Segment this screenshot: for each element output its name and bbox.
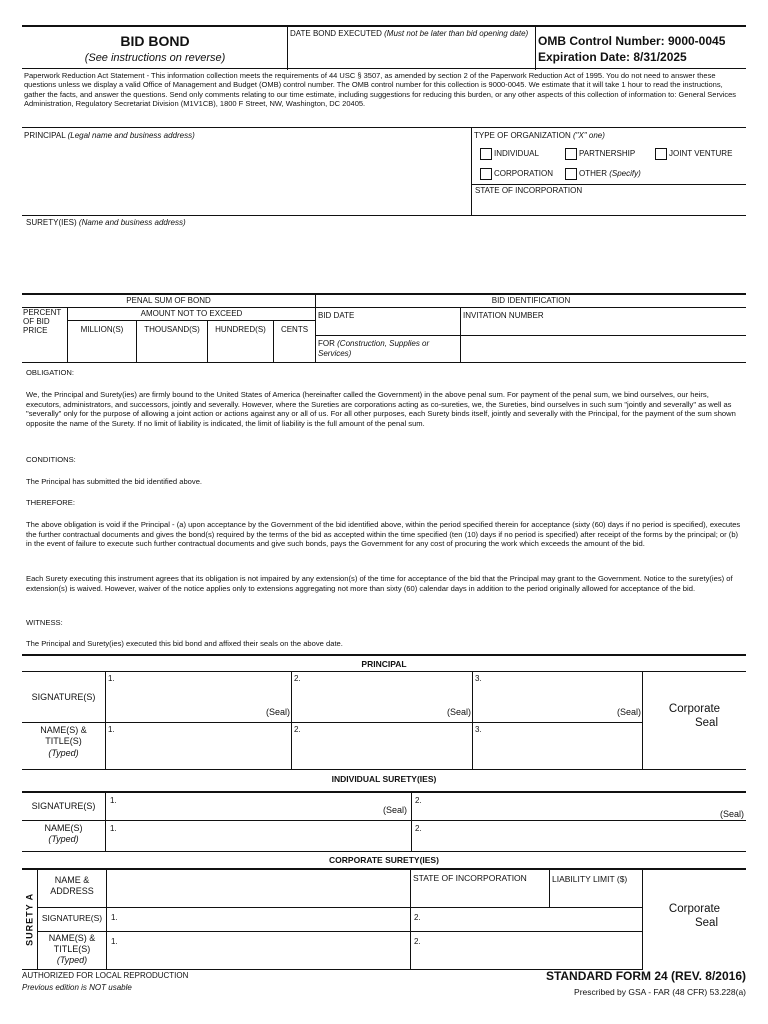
obligation-text: We, the Principal and Surety(ies) are firmly bound to the United States of America (hereinafter called the Government) in the above penal sum. For payment of the penal sum, we bind ourselves, our heirs, executors, administrators, and successors, jointly and severally. However, where the Sureties are corporations acting as co-sureties, we, the Sureties, bind ourselves in such sum "jointly and severally" as well as "severally" only for the purpose of allowing a joint action or actions against any or all of us. For all other purposes, each Surety binds itself, jointly and severally with the Principal, for the payment of the sum shown opposite the name of the Surety. If no limit of liability is indicated, the limit of liability is the full amount of the penal sum.: [26, 390, 736, 428]
penal-sum-title: PENAL SUM OF BOND: [22, 295, 316, 308]
state-of-incorporation-field[interactable]: [472, 184, 746, 216]
witness-text: The Principal and Surety(ies) executed this bid bond and affixed their seals on the above date.: [26, 639, 343, 648]
title-block: [22, 27, 288, 70]
principal-name-2[interactable]: 2.: [292, 723, 473, 770]
omb-block: [538, 34, 746, 65]
corp-state-of-incorporation-field[interactable]: STATE OF INCORPORATION: [411, 870, 550, 908]
individual-surety-block: [22, 770, 746, 851]
each-surety-text: Each Surety executing this instrument agrees that its obligation is not impaired by any extension(s) of the time for acceptance of the bid that the Principal may grant to the Government. Notice to the surety(ies) of extension(s) is waived. However, waiver of the notice applies only to extensions aggregating not more than sixty (60) calendar days in addition to the period originally allowed for acceptance of the bid.: [26, 574, 733, 593]
paperwork-statement: Paperwork Reduction Act Statement - This information collection meets the requirements of 44 USC § 3507, as amended by section 2 of the Paperwork Reduction Act of 1995. You do not need to answer these questions unless we display a valid Office of Management and Budget (OMB) control number. The OMB control number for this collection is 9000-0045. We estimate that it will take 1 hour to read the instructions, gather the facts, and answer the questions. Send only comments relating to our time estimate, including suggestions for reducing this burden, or any other aspects of this collection of information to: General Services Administration, Regulatory Secretariat Division (M1V1CB), 1800 F Street, NW, Washington, DC 20405.: [24, 71, 737, 109]
bid-date-field[interactable]: BID DATE: [316, 308, 461, 336]
previous-edition-note: Previous edition is NOT usable: [22, 983, 132, 992]
individual-sig-title: INDIVIDUAL SURETY(IES): [331, 774, 437, 784]
principal-names-label: NAME(S) & TITLE(S) (Typed): [22, 723, 106, 770]
surety-a-side-label: SURETY A: [22, 870, 38, 970]
obligation-heading: OBLIGATION:: [26, 368, 74, 377]
therefore-heading: THEREFORE:: [26, 498, 75, 507]
conditions-text: The Principal has submitted the bid identified above.: [26, 477, 203, 486]
penal-bid-section: [22, 293, 746, 363]
corp-name-address-label: NAME & ADDRESS: [38, 870, 107, 908]
organization-type: [474, 131, 746, 179]
individual-surety-table: [22, 791, 746, 851]
standard-form-number: STANDARD FORM 24 (REV. 8/2016): [545, 969, 746, 983]
corp-signature-1[interactable]: 1.: [107, 908, 411, 932]
org-option-partnership[interactable]: PARTNERSHIP: [565, 148, 635, 160]
date-executed-label: DATE BOND EXECUTED: [290, 29, 382, 38]
thousands-field[interactable]: THOUSAND(S): [137, 321, 208, 363]
surety-field[interactable]: [22, 215, 746, 293]
joint-venture-checkbox[interactable]: [655, 148, 667, 160]
org-option-corporation[interactable]: CORPORATION: [480, 168, 553, 180]
surety-label: SURETY(IES): [26, 218, 77, 227]
individual-names-label: NAME(S) (Typed): [22, 821, 106, 852]
individual-name-1[interactable]: 1.: [106, 821, 412, 852]
corp-signature-2[interactable]: 2.: [411, 908, 643, 932]
form-header: [22, 25, 746, 69]
other-checkbox[interactable]: [565, 168, 577, 180]
date-executed-field[interactable]: [288, 27, 536, 70]
form-subtitle: (See instructions on reverse): [84, 52, 226, 64]
corporate-sig-title: CORPORATE SURETY(IES): [329, 855, 439, 865]
org-option-individual[interactable]: INDIVIDUAL: [480, 148, 539, 160]
corp-names-label: NAME(S) & TITLE(S) (Typed): [38, 932, 107, 970]
principal-signature-2[interactable]: 2. (Seal): [292, 672, 473, 723]
surety-note: (Name and business address): [78, 218, 186, 227]
millions-field[interactable]: MILLION(S): [68, 321, 137, 363]
corp-signatures-label: SIGNATURE(S): [38, 908, 107, 932]
org-option-joint-venture[interactable]: JOINT VENTURE: [655, 148, 732, 160]
principal-label: PRINCIPAL: [24, 131, 66, 140]
authorized-reproduction: AUTHORIZED FOR LOCAL REPRODUCTION: [22, 971, 189, 980]
corp-liability-limit-field[interactable]: LIABILITY LIMIT ($): [550, 870, 643, 908]
corporate-surety-table: [22, 868, 746, 969]
individual-name-2[interactable]: 2.: [412, 821, 746, 852]
principal-signature-block: [22, 654, 746, 770]
for-value-field[interactable]: [461, 336, 746, 363]
principal-sig-title: PRINCIPAL: [22, 656, 746, 672]
conditions-heading: CONDITIONS:: [26, 455, 76, 464]
therefore-text: The above obligation is void if the Principal - (a) upon acceptance by the Government of the bid identified above, within the period specified therein for acceptance (sixty (60) days if no period is specified), executes the further contractual documents and gives the bond(s) required by the terms of the bid as accepted within the time specified (ten (10) days if no period is specified) after receipt of the forms by the principal; or (b) in the event of failure to execute such further contractual documents and give such bonds, pays the Government for any cost of procuring the work which exceeds the amount of the bid.: [26, 520, 741, 549]
amount-not-to-exceed-label: AMOUNT NOT TO EXCEED: [68, 308, 316, 321]
date-executed-note: (Must not be later than bid opening date): [384, 29, 529, 38]
partnership-checkbox[interactable]: [565, 148, 577, 160]
principal-note: (Legal name and business address): [67, 131, 195, 140]
form-title: BID BOND: [120, 33, 190, 49]
corp-name-address-field[interactable]: [107, 870, 411, 908]
state-of-incorporation-label: STATE OF INCORPORATION: [475, 186, 583, 195]
hundreds-field[interactable]: HUNDRED(S): [208, 321, 274, 363]
bid-identification-title: BID IDENTIFICATION: [316, 295, 746, 308]
principal-name-1[interactable]: 1.: [106, 723, 292, 770]
individual-signature-1[interactable]: 1. (Seal): [106, 793, 412, 821]
corp-name-2[interactable]: 2.: [411, 932, 643, 970]
expiration-date: Expiration Date: 8/31/2025: [538, 49, 687, 64]
principal-corporate-seal: Corporate Seal: [643, 672, 746, 770]
percent-bid-price-field[interactable]: PERCENT OF BID PRICE: [22, 308, 68, 363]
org-type-label: TYPE OF ORGANIZATION: [474, 131, 571, 140]
principal-signature-3[interactable]: 3. (Seal): [473, 672, 643, 723]
omb-number: OMB Control Number: 9000-0045: [538, 34, 726, 48]
cents-field[interactable]: CENTS: [274, 321, 316, 363]
corp-corporate-seal: Corporate Seal: [668, 903, 721, 930]
for-field[interactable]: FOR (Construction, Supplies or Services): [316, 336, 461, 363]
witness-heading: WITNESS:: [26, 618, 63, 627]
form-footer: [22, 971, 746, 1001]
principal-name-3[interactable]: 3.: [473, 723, 643, 770]
principal-signatures-label: SIGNATURE(S): [22, 672, 106, 723]
principal-field[interactable]: [22, 128, 472, 216]
principal-signature-1[interactable]: 1. (Seal): [106, 672, 292, 723]
org-option-other[interactable]: OTHER (Specify): [565, 168, 641, 180]
individual-signature-2[interactable]: 2. (Seal): [412, 793, 746, 821]
individual-checkbox[interactable]: [480, 148, 492, 160]
corporation-checkbox[interactable]: [480, 168, 492, 180]
org-type-note: ("X" one): [572, 131, 605, 140]
corp-name-1[interactable]: 1.: [107, 932, 411, 970]
invitation-number-field[interactable]: INVITATION NUMBER: [461, 308, 746, 336]
principal-section: [22, 127, 746, 215]
individual-signatures-label: SIGNATURE(S): [22, 793, 106, 821]
prescribed-by: Prescribed by GSA - FAR (48 CFR) 53.228(a): [574, 987, 746, 997]
